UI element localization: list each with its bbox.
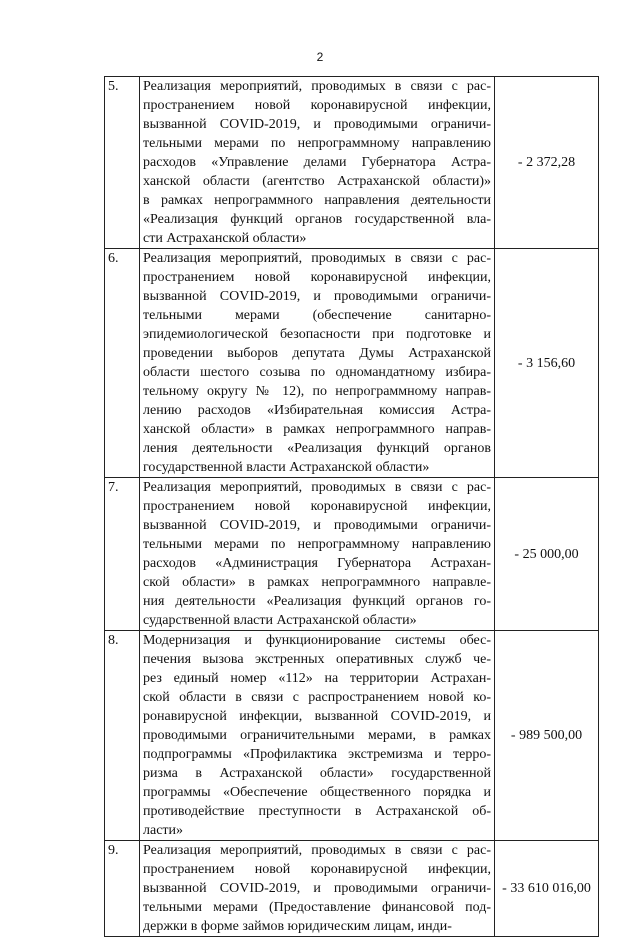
description-line: пространением новой коронавирусной инфекции, — [143, 98, 491, 113]
description-line: сударственной власти Астраханской области» — [143, 613, 417, 628]
description-line: держки в форме займов юридическим лицам, инди- — [143, 919, 452, 934]
description-line: противодействие преступности в Астраханской об- — [143, 804, 491, 819]
description-line: печения вызова экстренных оперативных служб че- — [143, 652, 491, 667]
page-number: 2 — [316, 50, 324, 64]
row-description — [140, 249, 495, 478]
row-number: 6. — [105, 249, 140, 478]
description-line: ния деятельности «Реализация функций органов го- — [143, 594, 491, 609]
description-line: вызванной COVID-2019, и проводимыми ограничи- — [143, 881, 491, 896]
description-line: пространением новой коронавирусной инфекции, — [143, 499, 491, 514]
description-line: расходов «Администрация Губернатора Астрахан- — [143, 556, 491, 571]
description-line: подпрограммы «Профилактика экстремизма и терро- — [143, 747, 491, 762]
description-line: Реализация мероприятий, проводимых в связи с рас- — [143, 251, 491, 266]
budget-table — [104, 76, 599, 937]
row-amount: - 25 000,00 — [495, 478, 599, 631]
description-line: вызванной COVID-2019, и проводимыми ограничи- — [143, 518, 491, 533]
row-amount: - 989 500,00 — [495, 631, 599, 841]
row-description — [140, 478, 495, 631]
description-line: проведении выборов депутата Думы Астраханской — [143, 346, 491, 361]
description-line: ронавирусной инфекции, вызванной COVID-2019, и — [143, 709, 491, 724]
description-line: Реализация мероприятий, проводимых в связи с рас- — [143, 480, 491, 495]
description-line: ской области в связи с распространением новой ко- — [143, 690, 491, 705]
table-row — [105, 478, 599, 631]
description-line: эпидемиологической безопасности при подготовке и — [143, 327, 491, 342]
table-row — [105, 249, 599, 478]
description-line: пространением новой коронавирусной инфекции, — [143, 862, 491, 877]
description-line: ской области» в рамках непрограммного направле- — [143, 575, 491, 590]
description-line: ласти» — [143, 823, 184, 838]
description-line: вызванной COVID-2019, и проводимыми ограничи- — [143, 117, 491, 132]
row-number: 7. — [105, 478, 140, 631]
description-line: тельными мерами (обеспечение санитарно- — [143, 308, 491, 323]
description-line: области шестого созыва по одномандатному избира- — [143, 365, 491, 380]
table-row — [105, 841, 599, 937]
description-line: ризма в Астраханской области» государственной — [143, 766, 491, 781]
row-number: 9. — [105, 841, 140, 937]
row-amount: - 2 372,28 — [495, 77, 599, 249]
description-line: государственной власти Астраханской области» — [143, 460, 430, 475]
description-line: ления деятельности «Реализация функций органов — [143, 441, 491, 456]
description-line: Модернизация и функционирование системы обес- — [143, 633, 491, 648]
description-line: проводимыми ограничительными мерами, в рамках — [143, 728, 491, 743]
row-number: 8. — [105, 631, 140, 841]
description-line: вызванной COVID-2019, и проводимыми ограничи- — [143, 289, 491, 304]
description-line: Реализация мероприятий, проводимых в связи с рас- — [143, 843, 491, 858]
description-line: программы «Обеспечение общественного порядка и — [143, 785, 491, 800]
description-line: пространением новой коронавирусной инфекции, — [143, 270, 491, 285]
description-line: ханской области (агентство Астраханской области)» — [143, 174, 491, 189]
description-line: ханской области» в рамках непрограммного направ- — [143, 422, 491, 437]
description-line: лению расходов «Избирательная комиссия Астра- — [143, 403, 491, 418]
row-description — [140, 841, 495, 937]
table-row — [105, 631, 599, 841]
row-description — [140, 631, 495, 841]
description-line: сти Астраханской области» — [143, 231, 307, 246]
description-line: тельными мерами по непрограммному направлению — [143, 136, 491, 151]
description-line: «Реализация функций органов государственной вла- — [143, 212, 491, 227]
description-line: тельными мерами по непрограммному направлению — [143, 537, 491, 552]
description-line: Реализация мероприятий, проводимых в связи с рас- — [143, 79, 491, 94]
table-row — [105, 77, 599, 249]
description-line: расходов «Управление делами Губернатора Астра- — [143, 155, 491, 170]
description-line: в рамках непрограммного направления деятельности — [143, 193, 491, 208]
row-amount: - 33 610 016,00 — [495, 841, 599, 937]
budget-table-body — [105, 77, 599, 937]
description-line: тельному округу № 12), по непрограммному направ- — [143, 384, 491, 399]
row-number: 5. — [105, 77, 140, 249]
description-line: тельными мерами (Предоставление финансовой под- — [143, 900, 491, 915]
row-amount: - 3 156,60 — [495, 249, 599, 478]
description-line: рез единый номер «112» на территории Астрахан- — [143, 671, 491, 686]
row-description — [140, 77, 495, 249]
